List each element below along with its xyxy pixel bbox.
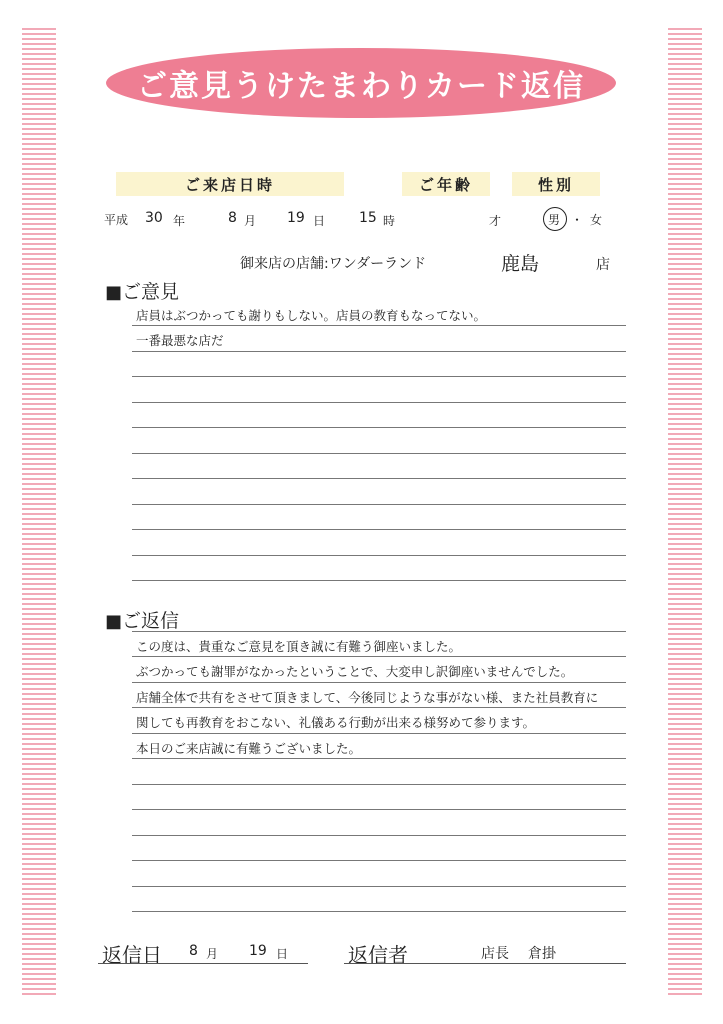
reply-line: 関しても再教育をおこない、礼儀ある行動が出来る様努めて参ります。 [136,715,536,730]
reply-line: この度は、貴重なご意見を頂き誠に有難う御座いました。 [136,639,462,654]
visit-day: 19 [287,210,305,226]
visit-hour-unit: 時 [383,214,396,228]
reply-heading [105,606,179,633]
gender-separator: ・ [571,213,584,227]
visit-year-unit: 年 [173,214,186,228]
heading-square-icon: ■ [105,611,123,632]
ruled-line [132,886,626,887]
gender-female: 女 [590,213,603,227]
ruled-line [132,580,626,581]
reply-month: 8 [189,943,198,959]
heading-square-icon: ■ [105,282,123,303]
visit-hour: 15 [359,210,377,226]
store-label: 御来店の店舗:ワンダーランド [240,256,427,272]
visit-month-unit: 月 [244,214,257,228]
reply-line: ぶつかっても謝罪がなかったということで、大変申し訳御座いませんでした。 [136,664,574,679]
title-banner [106,48,616,118]
reply-line: 店舗全体で共有をさせて頂きまして、今後同じような事がない様、また社員教育に [136,690,599,705]
ruled-line [132,555,626,556]
replier-name: 倉掛 [528,946,556,962]
ruled-line [132,682,626,683]
reply-day: 19 [249,943,267,959]
gender-header: 性別 [512,172,600,196]
age-header: ご年齢 [402,172,490,196]
reply-heading-text: ご返信 [122,610,180,632]
replier-title: 店長 [481,946,509,962]
store-suffix: 店 [596,257,610,273]
visit-month: 8 [228,210,237,226]
gender-male: 男 [548,213,561,227]
ruled-line [132,707,626,708]
ruled-line [132,376,626,377]
opinion-line: 一番最悪な店だ [136,333,224,348]
ruled-line [132,860,626,861]
ruled-line [132,478,626,479]
reply-date-label: 返信日 [102,943,162,967]
reply-month-unit: 月 [206,947,219,961]
replier-label: 返信者 [348,943,408,967]
left-decorative-stripe [22,28,56,996]
page-title: ご意見うけたまわりカード返信 [137,69,585,104]
ruled-line [132,733,626,734]
ruled-line [132,758,626,759]
store-name: 鹿島 [501,253,540,275]
visit-era: 平成 [104,213,129,227]
ruled-line [132,809,626,810]
reply-day-unit: 日 [276,947,289,961]
opinion-heading-text: ご意見 [122,281,180,303]
opinion-heading [105,277,179,304]
ruled-line [132,656,626,657]
visit-year: 30 [145,210,163,226]
ruled-line [132,325,626,326]
ruled-line [132,835,626,836]
visit-day-unit: 日 [313,214,326,228]
ruled-line [132,453,626,454]
opinion-line: 店員はぶつかっても謝りもしない。店員の教育もなってない。 [136,308,487,323]
age-unit: 才 [489,214,502,228]
replier-underline [344,963,626,964]
ruled-line [132,402,626,403]
reply-date-underline [98,963,308,964]
ruled-line [132,911,626,912]
ruled-line [132,631,626,632]
ruled-line [132,351,626,352]
ruled-line [132,784,626,785]
ruled-line [132,529,626,530]
visit-datetime-header: ご来店日時 [116,172,344,196]
ruled-line [132,427,626,428]
reply-line: 本日のご来店誠に有難うございました。 [136,741,362,756]
right-decorative-stripe [668,28,702,996]
ruled-line [132,504,626,505]
